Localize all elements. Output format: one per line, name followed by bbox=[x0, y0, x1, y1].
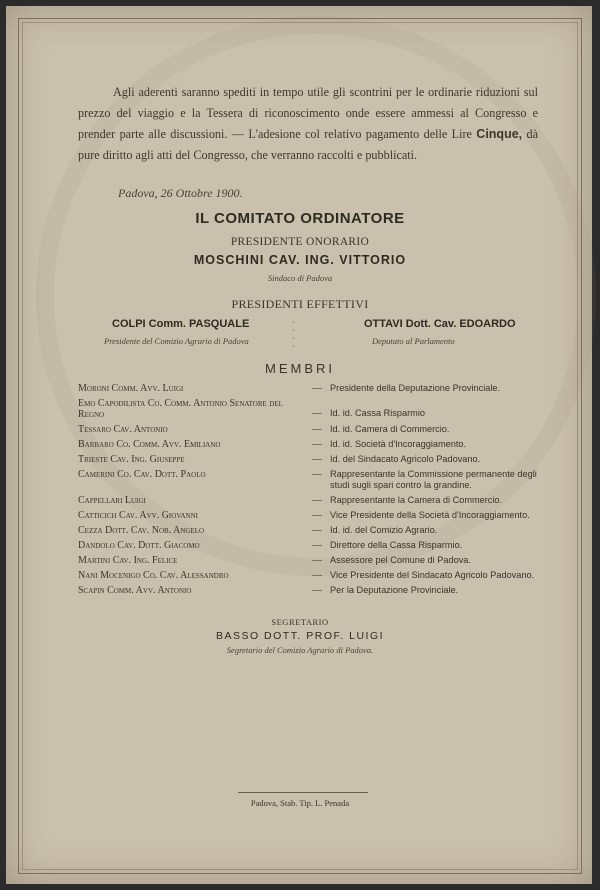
secretary-role: Segretario del Comizio Agrario di Padova. bbox=[226, 645, 374, 655]
president-left-role: Presidente del Comizio Agrario di Padova bbox=[104, 336, 249, 346]
member-row bbox=[78, 424, 548, 439]
member-row bbox=[78, 398, 548, 424]
member-name: Trieste Cav. Ing. Giuseppe bbox=[78, 454, 185, 465]
member-row bbox=[78, 439, 548, 454]
effective-heading: PRESIDENTI EFFETTIVI bbox=[231, 297, 369, 311]
member-role: Presidente della Deputazione Provinciale. bbox=[330, 383, 501, 393]
member-dash: — bbox=[312, 424, 322, 435]
member-dash: — bbox=[312, 510, 322, 521]
member-row bbox=[78, 525, 548, 540]
member-role: Per la Deputazione Provinciale. bbox=[330, 585, 459, 595]
printer-imprint: Padova, Stab. Tip. L. Penada bbox=[250, 798, 350, 808]
member-name: Emo Capodilista Co. Comm. Antonio Senatore del Regno bbox=[78, 398, 283, 420]
member-dash: — bbox=[312, 540, 322, 551]
printer-rule bbox=[238, 792, 368, 793]
member-role: Assessore pel Comune di Padova. bbox=[330, 555, 471, 565]
member-role: Vice Presidente del Sindacato Agricolo Padovano. bbox=[330, 570, 535, 580]
member-dash: — bbox=[312, 469, 322, 480]
member-role: Id. id. Società d'Incoraggiamento. bbox=[330, 439, 467, 449]
honorary-heading: PRESIDENTE ONORARIO bbox=[230, 236, 370, 248]
member-row bbox=[78, 555, 548, 570]
member-row bbox=[78, 570, 548, 585]
president-left-name: COLPI Comm. PASQUALE bbox=[112, 318, 250, 330]
secretary-name: BASSO DOTT. PROF. LUIGI bbox=[215, 630, 385, 642]
member-row bbox=[78, 454, 548, 469]
member-role: Rappresentante la Camera di Commercio. bbox=[330, 495, 503, 505]
date-line: Padova, 26 Ottobre 1900. bbox=[118, 186, 243, 200]
intro-text-2: dà pure diritto agli atti del Congresso, che verranno raccolti e pubblicati. bbox=[78, 127, 539, 162]
member-dash: — bbox=[312, 585, 322, 596]
member-dash: — bbox=[312, 525, 322, 536]
member-row bbox=[78, 540, 548, 555]
honorary-role: Sindaco di Padova bbox=[267, 273, 333, 283]
member-name: Barbaro Co. Comm. Avv. Emiliano bbox=[78, 439, 221, 450]
member-name: Moroni Comm. Avv. Luigi bbox=[78, 383, 184, 394]
member-row bbox=[78, 383, 548, 398]
member-role: Id. id. Cassa Risparmio bbox=[330, 408, 425, 418]
member-row bbox=[78, 495, 548, 510]
intro-amount: Cinque, bbox=[476, 127, 523, 141]
member-dash: — bbox=[312, 408, 322, 419]
intro-text-1: Agli aderenti saranno spediti in tempo utile gli scontrini per le ordinarie riduzioni sul prezzo del viaggio e la Tessera di riconoscimento onde essere ammessi al Congresso e prender parte alle discussioni. — L'adesione col relativo pagamento delle Lire bbox=[78, 85, 538, 141]
member-name: Tessaro Cav. Antonio bbox=[78, 424, 168, 435]
member-name: Dandolo Cav. Dott. Giacomo bbox=[78, 540, 200, 551]
member-dash: — bbox=[312, 383, 322, 394]
member-name: Scapin Comm. Avv. Antonio bbox=[78, 585, 192, 596]
committee-title: IL COMITATO ORDINATORE bbox=[195, 210, 405, 227]
member-name: Cezza Dott. Cav. Nob. Angelo bbox=[78, 525, 205, 536]
members-heading: MEMBRI bbox=[265, 361, 335, 376]
member-role: Vice Presidente della Società d'Incoraggiamento. bbox=[330, 510, 530, 520]
member-name: Catticich Cav. Avv. Giovanni bbox=[78, 510, 198, 521]
honorary-name: MOSCHINI CAV. ING. VITTORIO bbox=[193, 253, 407, 267]
president-right-name: OTTAVI Dott. Cav. EDOARDO bbox=[364, 318, 516, 330]
intro-paragraph bbox=[78, 82, 538, 166]
member-row bbox=[78, 469, 548, 495]
member-dash: — bbox=[312, 454, 322, 465]
member-role: Id. id. Camera di Commercio. bbox=[330, 424, 450, 434]
member-row bbox=[78, 585, 548, 600]
member-row bbox=[78, 510, 548, 525]
member-dash: — bbox=[312, 495, 322, 506]
member-dash: — bbox=[312, 555, 322, 566]
secretary-heading: SEGRETARIO bbox=[271, 617, 329, 627]
member-role: Id. id. del Comizio Agrario. bbox=[330, 525, 438, 535]
members-list bbox=[78, 383, 548, 600]
member-name: Martini Cav. Ing. Felice bbox=[78, 555, 178, 566]
member-dash: — bbox=[312, 570, 322, 581]
president-right-role: Deputato al Parlamento bbox=[372, 336, 455, 346]
member-role: Id. del Sindacato Agricolo Padovano. bbox=[330, 454, 481, 464]
member-dash: — bbox=[312, 439, 322, 450]
brace-divider: · · · · bbox=[292, 317, 295, 351]
member-name: Cappellari Luigi bbox=[78, 495, 146, 506]
member-name: Camerini Co. Cav. Dott. Paolo bbox=[78, 469, 206, 480]
member-role: Rappresentante la Commissione permanente degli studi sugli spari contro la grandine. bbox=[330, 469, 537, 490]
member-role: Direttore della Cassa Risparmio. bbox=[330, 540, 463, 550]
member-name: Nani Mocenigo Co. Cav. Alessandro bbox=[78, 570, 229, 581]
